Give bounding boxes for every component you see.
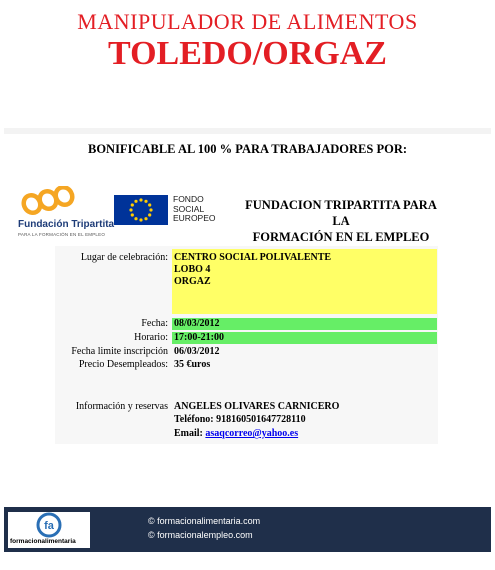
fa-emblem-icon bbox=[8, 512, 90, 538]
email-label: Email: bbox=[174, 428, 206, 439]
tripartita-subtitle: PARA LA FORMACIÓN EN EL EMPLEO bbox=[18, 232, 106, 237]
precio-value: 35 €uros bbox=[174, 359, 211, 370]
horario-label: Horario: bbox=[134, 332, 168, 343]
lugar-line-3: ORGAZ bbox=[174, 276, 211, 287]
svg-text:fa: fa bbox=[44, 520, 54, 532]
lugar-line-2: LOBO 4 bbox=[174, 264, 211, 275]
footer-copyright-2[interactable]: © formacionalempleo.com bbox=[148, 530, 253, 540]
fecha-label: Fecha: bbox=[141, 318, 168, 329]
fundacion-line-2: FORMACIÓN EN EL EMPLEO bbox=[252, 230, 430, 244]
contacto-name: ANGELES OLIVARES CARNICERO bbox=[174, 401, 340, 412]
contacto-label: Información y reservas bbox=[75, 401, 168, 412]
divider-band bbox=[4, 128, 491, 134]
fundacion-tripartita-logo bbox=[8, 186, 106, 246]
footer-logo-word: formacionalimentaria bbox=[10, 538, 76, 545]
fse-line-2: SOCIAL bbox=[173, 203, 205, 214]
horario-value: 17:00-21:00 bbox=[174, 332, 224, 343]
limite-label: Fecha limite inscripción bbox=[71, 346, 168, 357]
lugar-line-1: CENTRO SOCIAL POLIVALENTE bbox=[174, 252, 332, 263]
precio-label: Precio Desempleados: bbox=[78, 359, 168, 370]
page-title: MANIPULADOR DE ALIMENTOS bbox=[77, 9, 418, 34]
tripartita-mark-icon bbox=[21, 186, 76, 216]
bonificable-text: BONIFICABLE AL 100 % PARA TRABAJADORES POR: bbox=[87, 142, 408, 156]
fse-line-1: FONDO bbox=[173, 194, 204, 204]
tripartita-name: Fundación Tripartita bbox=[18, 219, 115, 230]
lugar-label: Lugar de celebración: bbox=[80, 252, 168, 263]
fecha-value: 08/03/2012 bbox=[174, 318, 220, 329]
eu-flag-icon bbox=[114, 195, 168, 225]
fundacion-heading bbox=[236, 197, 446, 245]
fundacion-line-1: FUNDACION TRIPARTITA PARA LA bbox=[245, 198, 437, 228]
page-subtitle: TOLEDO/ORGAZ bbox=[108, 35, 387, 72]
fse-line-3: EUROPEO bbox=[173, 213, 216, 223]
telefono-value: Teléfono: 918160501647728110 bbox=[174, 414, 306, 425]
fondo-social-europeo-label bbox=[173, 195, 216, 224]
footer-copyright-1[interactable]: © formacionalimentaria.com bbox=[148, 516, 261, 526]
limite-value: 06/03/2012 bbox=[174, 346, 220, 357]
email-link[interactable]: asaqcorreo@yahoo.es bbox=[205, 428, 299, 439]
email-line bbox=[174, 428, 298, 439]
